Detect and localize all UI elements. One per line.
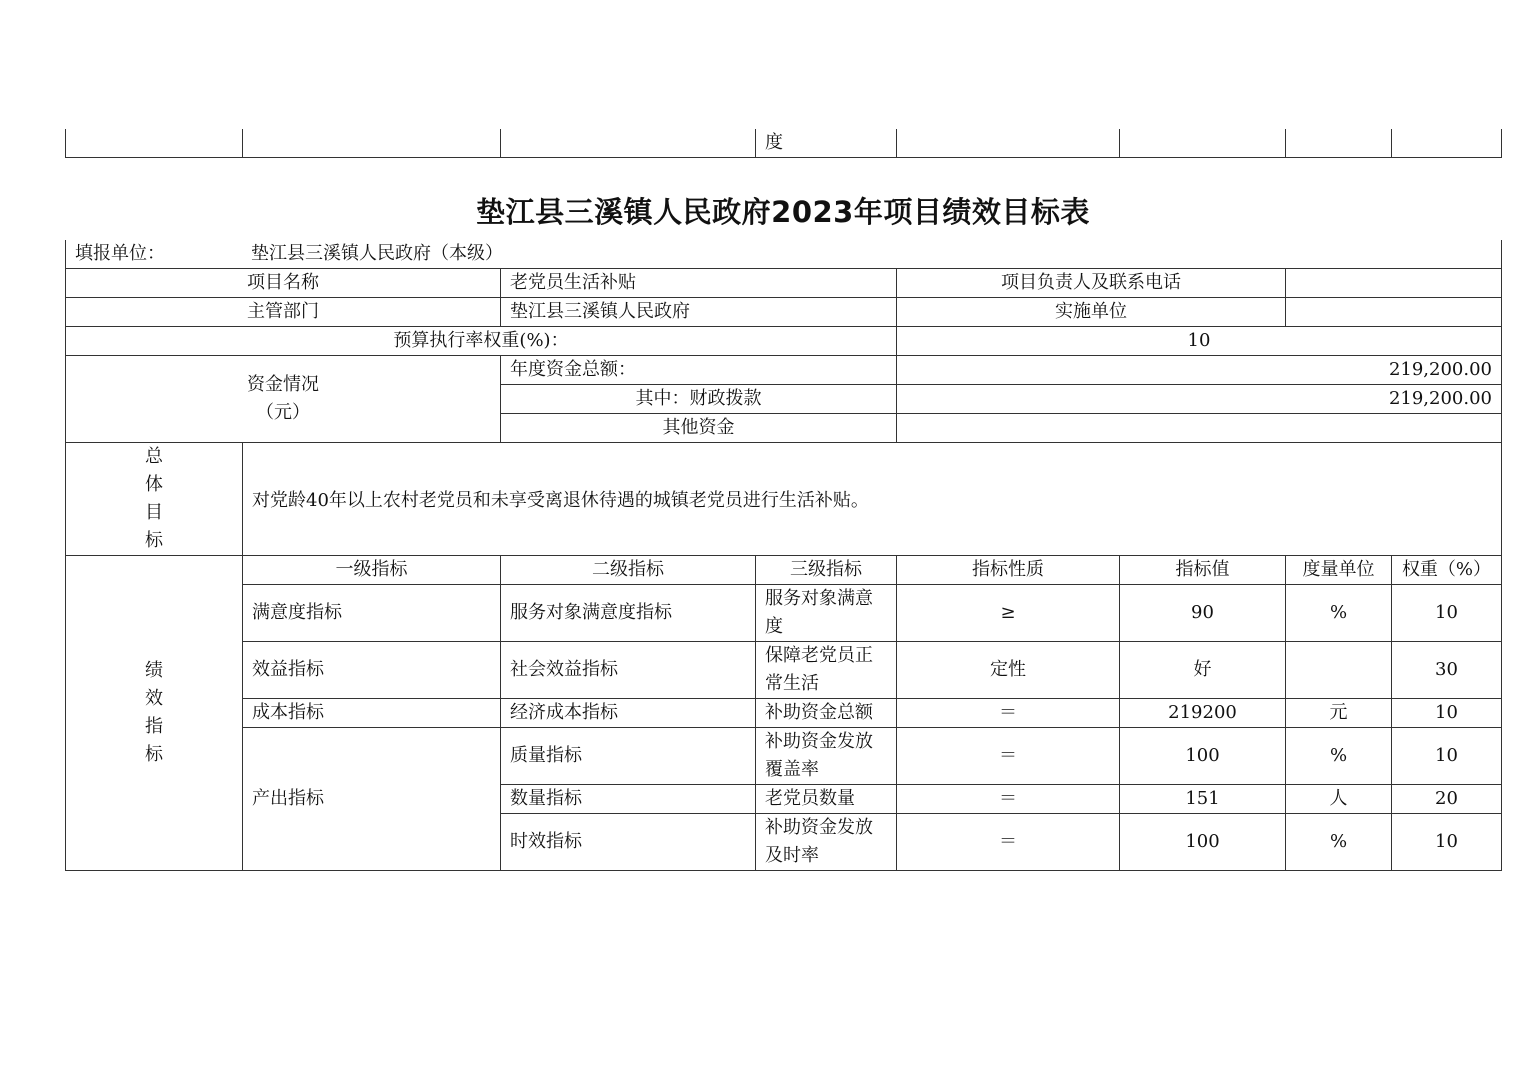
- level1-cell: 效益指标: [243, 642, 501, 699]
- value-cell: 好: [1120, 642, 1286, 699]
- unit-cell: %: [1286, 728, 1392, 785]
- level3-cell: 老党员数量: [756, 785, 897, 814]
- fragment-cell: [66, 129, 243, 158]
- nature-cell: ≥: [897, 585, 1120, 642]
- level2-cell: 社会效益指标: [501, 642, 756, 699]
- value-cell: 151: [1120, 785, 1286, 814]
- indicators-label-char: 标: [145, 744, 163, 765]
- performance-goal-table: [65, 240, 1502, 871]
- fragment-cell: [501, 129, 756, 158]
- weight-cell: 10: [1392, 814, 1502, 871]
- weight-cell: 30: [1392, 642, 1502, 699]
- level3-cell: 服务对象满意度: [756, 585, 897, 642]
- indicators-label: [66, 556, 243, 871]
- value-cell: 219200: [1120, 699, 1286, 728]
- project-name-label: 项目名称: [66, 269, 501, 298]
- unit-cell: 元: [1286, 699, 1392, 728]
- column-header: 指标性质: [897, 556, 1120, 585]
- dept-label: 主管部门: [66, 298, 501, 327]
- other-funds-label: 其他资金: [501, 414, 897, 443]
- level1-cell: 满意度指标: [243, 585, 501, 642]
- level3-cell: 保障老党员正常生活: [756, 642, 897, 699]
- fill-unit-row: [66, 240, 1502, 269]
- level3-cell: 补助资金发放覆盖率: [756, 728, 897, 785]
- fragment-cell: [1286, 129, 1392, 158]
- dept-value: 垫江县三溪镇人民政府: [501, 298, 897, 327]
- goal-label-char: 标: [145, 530, 163, 551]
- fiscal-label: 其中：财政拨款: [501, 385, 897, 414]
- fragment-cell: [897, 129, 1120, 158]
- level2-cell: 数量指标: [501, 785, 756, 814]
- owner-label: 项目负责人及联系电话: [897, 269, 1286, 298]
- funds-label-line1: 资金情况: [247, 374, 319, 395]
- project-name-value: 老党员生活补贴: [501, 269, 897, 298]
- annual-total-value: 219,200.00: [897, 356, 1502, 385]
- weight-cell: 20: [1392, 785, 1502, 814]
- weight-cell: 10: [1392, 699, 1502, 728]
- unit-cell: %: [1286, 814, 1392, 871]
- impl-label: 实施单位: [897, 298, 1286, 327]
- fill-unit-cell: [66, 240, 1502, 269]
- fragment-cell: [1392, 129, 1502, 158]
- impl-value: [1286, 298, 1502, 327]
- table-row: [66, 585, 1502, 642]
- fill-unit-label: 填报单位：: [75, 243, 165, 264]
- indicators-label-char: 绩: [145, 660, 163, 681]
- funds-label-line2: （元）: [256, 402, 310, 423]
- nature-cell: 定性: [897, 642, 1120, 699]
- column-header: 二级指标: [501, 556, 756, 585]
- unit-cell: [1286, 642, 1392, 699]
- table-row: [66, 728, 1502, 785]
- nature-cell: ＝: [897, 814, 1120, 871]
- goal-label: [66, 443, 243, 556]
- funds-label: [66, 356, 501, 443]
- level1-cell: 成本指标: [243, 699, 501, 728]
- column-header: 指标值: [1120, 556, 1286, 585]
- unit-cell: %: [1286, 585, 1392, 642]
- nature-cell: ＝: [897, 728, 1120, 785]
- goal-label-char: 目: [145, 502, 163, 523]
- nature-cell: ＝: [897, 699, 1120, 728]
- goal-label-char: 总: [145, 446, 163, 467]
- budget-rate-row: [66, 327, 1502, 356]
- table-row: [66, 642, 1502, 699]
- owner-value: [1286, 269, 1502, 298]
- value-cell: 100: [1120, 728, 1286, 785]
- project-name-row: [66, 269, 1502, 298]
- other-funds-value: [897, 414, 1502, 443]
- level1-cell: 产出指标: [243, 728, 501, 871]
- indicator-header-row: [66, 556, 1502, 585]
- level3-cell: 补助资金总额: [756, 699, 897, 728]
- level2-cell: 质量指标: [501, 728, 756, 785]
- indicators-label-char: 效: [145, 688, 163, 709]
- previous-table-fragment: [65, 129, 1502, 158]
- level3-cell: 补助资金发放及时率: [756, 814, 897, 871]
- value-cell: 100: [1120, 814, 1286, 871]
- annual-total-label: 年度资金总额：: [501, 356, 897, 385]
- goal-label-char: 体: [145, 474, 163, 495]
- column-header: 度量单位: [1286, 556, 1392, 585]
- fragment-cell: [1120, 129, 1286, 158]
- unit-cell: 人: [1286, 785, 1392, 814]
- fragment-cell-text: 度: [756, 129, 897, 158]
- fragment-cell: [243, 129, 501, 158]
- page-title: 垫江县三溪镇人民政府2023年项目绩效目标表: [476, 195, 1090, 229]
- nature-cell: ＝: [897, 785, 1120, 814]
- column-header: 权重（%）: [1392, 556, 1502, 585]
- table-row: [66, 699, 1502, 728]
- goal-text: 对党龄40年以上农村老党员和未享受离退休待遇的城镇老党员进行生活补贴。: [243, 443, 1502, 556]
- budget-rate-value: 10: [897, 327, 1502, 356]
- funds-row: [66, 356, 1502, 385]
- column-header: 三级指标: [756, 556, 897, 585]
- indicators-label-char: 指: [145, 716, 163, 737]
- level2-cell: 服务对象满意度指标: [501, 585, 756, 642]
- fiscal-value: 219,200.00: [897, 385, 1502, 414]
- value-cell: 90: [1120, 585, 1286, 642]
- fill-unit-value: 垫江县三溪镇人民政府（本级）: [251, 243, 503, 264]
- weight-cell: 10: [1392, 728, 1502, 785]
- level2-cell: 时效指标: [501, 814, 756, 871]
- dept-row: [66, 298, 1502, 327]
- budget-rate-label: 预算执行率权重(%)：: [66, 327, 897, 356]
- weight-cell: 10: [1392, 585, 1502, 642]
- column-header: 一级指标: [243, 556, 501, 585]
- level2-cell: 经济成本指标: [501, 699, 756, 728]
- goal-row: [66, 443, 1502, 556]
